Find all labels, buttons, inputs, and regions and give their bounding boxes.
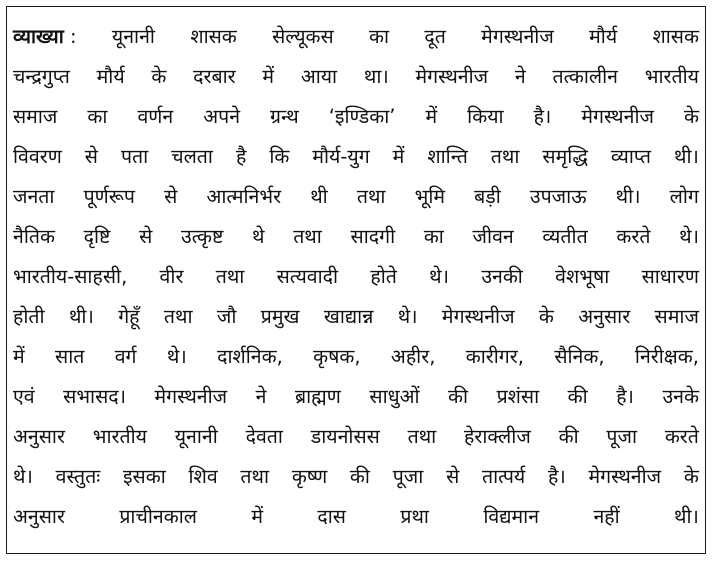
text-line — [13, 497, 699, 537]
word: है। — [616, 385, 634, 408]
word: के — [684, 105, 699, 128]
text-line — [13, 457, 699, 497]
word: यूनानी — [111, 25, 155, 48]
word: जौ — [216, 305, 237, 328]
word: दृष्टि — [83, 225, 111, 248]
word: के — [538, 305, 554, 328]
word: सभासद। — [63, 385, 127, 408]
explanation-box — [6, 6, 706, 554]
word: समाज — [654, 305, 699, 328]
word: तथा — [163, 305, 193, 328]
word: मेगस्थनीज — [441, 305, 515, 328]
word: शासक — [652, 25, 699, 48]
word: तत्कालीन — [552, 65, 618, 88]
word: कृषक, — [313, 345, 361, 368]
word: वर्ग — [114, 345, 137, 368]
word: से — [164, 185, 178, 208]
word: का — [87, 105, 108, 128]
text-line — [13, 377, 699, 417]
word: चन्द्रगुप्त — [13, 65, 70, 88]
word: समाज — [13, 105, 58, 128]
word: मौर्य — [96, 65, 125, 88]
word: विवरण — [13, 145, 62, 168]
word: थी। — [68, 305, 94, 328]
word: थे। — [13, 465, 33, 488]
word: है — [235, 145, 247, 168]
word: तात्पर्य — [482, 465, 526, 488]
word: निरीक्षक, — [634, 345, 699, 368]
word: पूजा — [392, 465, 424, 488]
text-line — [13, 137, 699, 177]
word: विद्यमान — [483, 505, 540, 528]
word: है। — [547, 465, 566, 488]
word: तथा — [407, 425, 437, 448]
word: थे। — [166, 345, 187, 368]
word: गेहूँ — [118, 305, 140, 328]
word: कि — [269, 145, 290, 168]
word: हेराक्लीज — [464, 425, 531, 448]
text-line — [13, 217, 699, 257]
word: होते — [370, 265, 397, 288]
word: खाद्यान्न — [323, 305, 374, 328]
word: दरबार — [193, 65, 236, 88]
word: अपने — [203, 105, 241, 128]
word: इसका — [122, 465, 166, 488]
word: थी — [310, 185, 328, 208]
word: दास — [317, 505, 346, 528]
word: में — [251, 505, 264, 528]
word: मेगस्थनीज — [481, 25, 554, 48]
word: साधारण — [641, 265, 699, 288]
word: एवं — [13, 385, 35, 408]
word: मेगस्थनीज — [415, 65, 489, 88]
text-line — [13, 297, 699, 337]
word: वस्तुतः — [55, 465, 101, 488]
word: समृद्धि — [542, 145, 588, 168]
word: था। — [363, 65, 389, 88]
word: पूर्णरूप — [83, 185, 135, 208]
word: सैनिक, — [554, 345, 605, 368]
word: सेल्यूकस — [272, 25, 334, 48]
word: सत्यवादी — [276, 265, 339, 288]
word: अनुसार — [578, 305, 631, 328]
word: तथा — [356, 185, 386, 208]
word: व्याप्त — [610, 145, 652, 168]
text-line — [13, 17, 699, 57]
word: से — [139, 225, 153, 248]
word: सात — [55, 345, 85, 368]
word: करते — [616, 225, 651, 248]
word: से — [84, 145, 98, 168]
word: भारतीय-साहसी, — [13, 265, 128, 288]
word: वर्णन — [137, 105, 174, 128]
word: थे। — [679, 225, 699, 248]
text-line — [13, 97, 699, 137]
word: का — [423, 225, 444, 248]
text-line — [13, 337, 699, 377]
word: तथा — [240, 465, 270, 488]
word: तथा — [490, 145, 520, 168]
word: सादगी — [350, 225, 396, 248]
word: भूमि — [414, 185, 446, 208]
word: उनके — [662, 385, 699, 408]
word: में — [262, 65, 275, 88]
text-line — [13, 257, 699, 297]
word: किया — [467, 105, 504, 128]
word: अहीर, — [390, 345, 436, 368]
word: थे। — [397, 305, 418, 328]
word: भारतीय — [644, 65, 699, 88]
word: थी। — [674, 505, 699, 528]
word: बड़ी — [474, 185, 501, 208]
word: प्राचीनकाल — [119, 505, 197, 528]
word: देवता — [245, 425, 283, 448]
word: अनुसार — [13, 505, 65, 528]
word: ने — [514, 65, 526, 88]
word: यूनानी — [174, 425, 218, 448]
word: कारीगर, — [465, 345, 524, 368]
word: से — [446, 465, 460, 488]
word: तथा — [293, 225, 322, 248]
word: दार्शनिक, — [217, 345, 283, 368]
word: प्रशंसा — [496, 385, 540, 408]
word: दूत — [424, 25, 446, 48]
word: मेगस्थनीज — [154, 385, 228, 408]
word: वीर — [159, 265, 184, 288]
word: नैतिक — [13, 225, 55, 248]
word: ब्राह्मण — [294, 385, 341, 408]
word: मेगस्थनीज — [581, 105, 654, 128]
word: में — [13, 345, 25, 368]
word: उनकी — [481, 265, 523, 288]
word: अनुसार — [13, 425, 65, 448]
word: होती — [13, 305, 45, 328]
word: ‘इण्डिका’ — [328, 105, 396, 128]
word: ने — [255, 385, 267, 408]
word: तथा — [215, 265, 245, 288]
label-separator: : — [70, 25, 77, 48]
word: के — [683, 465, 699, 488]
word: थी। — [615, 185, 641, 208]
word: साधुओं — [369, 385, 420, 408]
text-line — [13, 537, 699, 577]
word: जीवन — [472, 225, 514, 248]
word: आत्मनिर्भर — [206, 185, 282, 208]
word: मेगस्थनीज — [588, 465, 662, 488]
word: चलता — [171, 145, 213, 168]
word: मौर्य-युग — [312, 145, 370, 168]
word: उत्कृष्ट — [181, 225, 224, 248]
word: प्रमुख — [260, 305, 300, 328]
word: आया — [300, 65, 338, 88]
word: वेशभूषा — [555, 265, 610, 288]
word: लोग — [669, 185, 699, 208]
word: प्रथा — [400, 505, 429, 528]
word: जनता — [13, 185, 55, 208]
word: की — [567, 385, 588, 408]
explanation-label: व्याख्या — [13, 25, 64, 48]
word: व्यतीत — [542, 225, 588, 248]
word: शिव — [188, 465, 218, 488]
word: का — [369, 25, 390, 48]
word: उपजाऊ — [529, 185, 587, 208]
word: डायनोसस — [310, 425, 380, 448]
word: पूजा — [606, 425, 638, 448]
text-line — [13, 177, 699, 217]
word: भारतीय — [92, 425, 147, 448]
text-line — [13, 57, 699, 97]
word: नहीं — [593, 505, 620, 528]
word: में — [392, 145, 405, 168]
text-line — [13, 417, 699, 457]
word: की — [558, 425, 579, 448]
word: के — [151, 65, 167, 88]
word: थी। — [674, 145, 699, 168]
word: थे — [252, 225, 265, 248]
word: है। — [533, 105, 552, 128]
word: कृष्ण — [291, 465, 328, 488]
word: की — [448, 385, 469, 408]
word: ग्रन्थ — [270, 105, 299, 128]
word: करते — [664, 425, 699, 448]
word: पता — [120, 145, 149, 168]
word: मौर्य — [589, 25, 618, 48]
word: शासक — [190, 25, 237, 48]
word: शान्ति — [427, 145, 468, 168]
word: की — [349, 465, 370, 488]
word: थे। — [429, 265, 450, 288]
word: में — [425, 105, 438, 128]
